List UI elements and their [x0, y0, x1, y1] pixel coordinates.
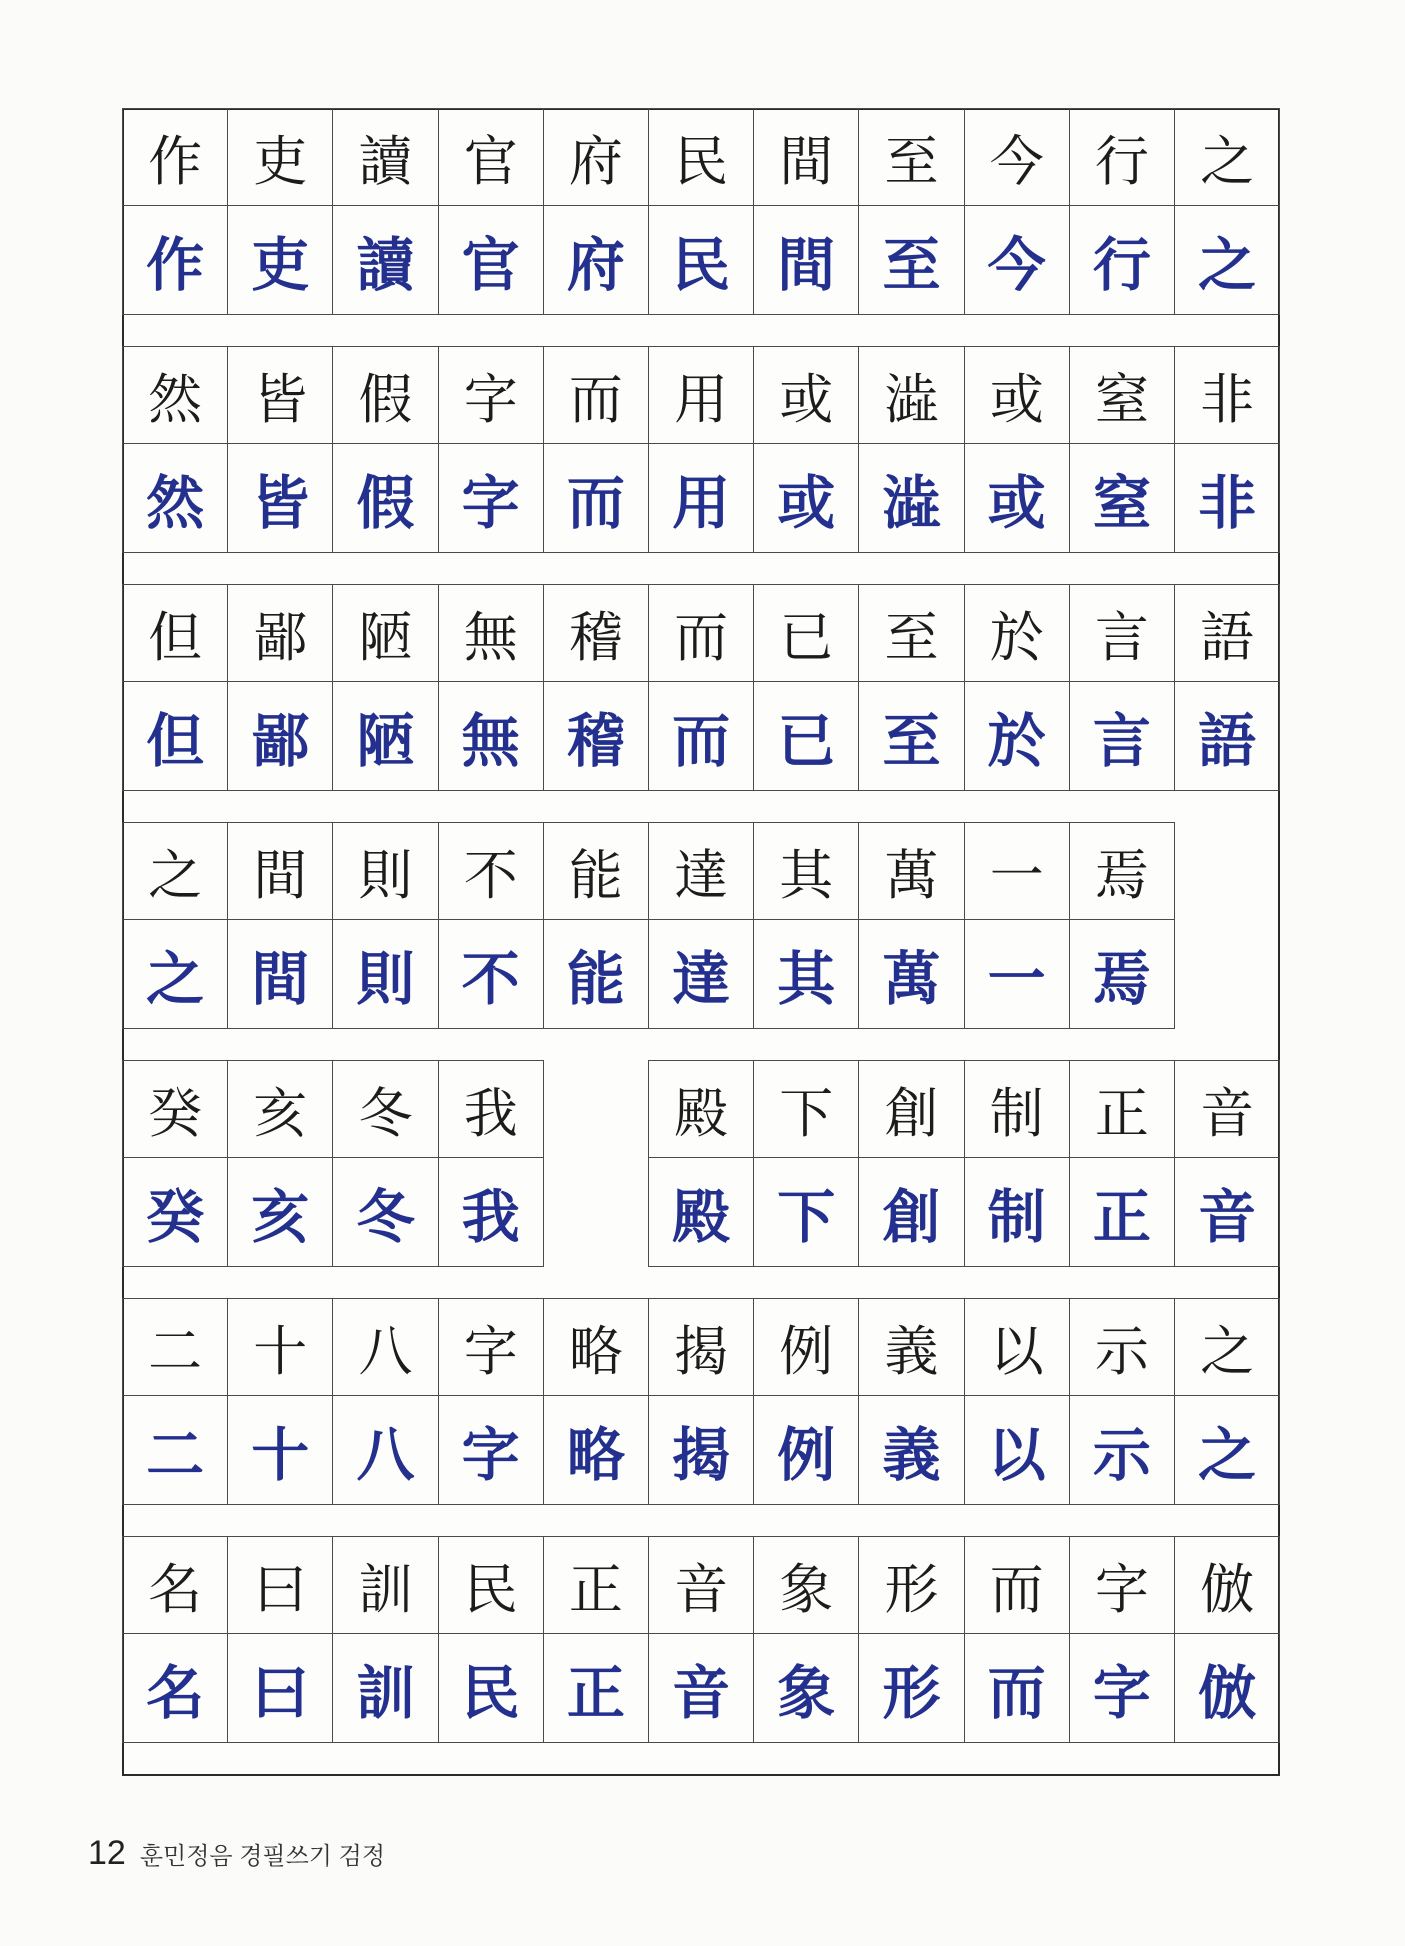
model-character: 而	[964, 1536, 1070, 1634]
model-character: 達	[648, 822, 754, 920]
model-character: 非	[1174, 346, 1280, 444]
handwritten-character: 或	[964, 443, 1070, 553]
model-character: 至	[858, 584, 964, 682]
handwritten-character: 殿	[648, 1157, 754, 1267]
book-title: 훈민정음 경필쓰기 검정	[139, 1843, 386, 1870]
model-character: 稽	[543, 584, 649, 682]
handwritten-character: 以	[964, 1395, 1070, 1505]
handwritten-character: 窒	[1069, 443, 1175, 553]
practice-block	[122, 1298, 1280, 1520]
model-character: 陋	[332, 584, 438, 682]
handwritten-character: 今	[964, 205, 1070, 315]
handwritten-character: 音	[648, 1633, 754, 1743]
model-character: 創	[858, 1060, 964, 1158]
model-character: 形	[858, 1536, 964, 1634]
handwritten-character: 訓	[332, 1633, 438, 1743]
model-character: 而	[648, 584, 754, 682]
model-character: 府	[543, 108, 649, 206]
model-character: 下	[753, 1060, 859, 1158]
handwritten-character: 象	[753, 1633, 859, 1743]
handwritten-character: 澁	[858, 443, 964, 553]
model-character: 吏	[227, 108, 333, 206]
handwritten-character: 已	[753, 681, 859, 791]
handwritten-character: 字	[438, 443, 544, 553]
handwritten-character: 官	[438, 205, 544, 315]
handwritten-character: 示	[1069, 1395, 1175, 1505]
handwritten-character: 則	[332, 919, 438, 1029]
handwritten-character: 而	[543, 443, 649, 553]
handwritten-character: 而	[648, 681, 754, 791]
model-character: 無	[438, 584, 544, 682]
handwritten-character: 而	[964, 1633, 1070, 1743]
model-character: 間	[227, 822, 333, 920]
model-character: 略	[543, 1298, 649, 1396]
model-character: 字	[438, 346, 544, 444]
handwritten-character: 至	[858, 681, 964, 791]
handwritten-character: 於	[964, 681, 1070, 791]
handwritten-character: 義	[858, 1395, 964, 1505]
model-character: 揭	[648, 1298, 754, 1396]
model-character: 官	[438, 108, 544, 206]
model-character: 言	[1069, 584, 1175, 682]
handwritten-character: 揭	[648, 1395, 754, 1505]
model-character: 正	[543, 1536, 649, 1634]
handwritten-character: 癸	[122, 1157, 228, 1267]
model-character: 焉	[1069, 822, 1175, 920]
handwritten-character: 用	[648, 443, 754, 553]
handwritten-character: 皆	[227, 443, 333, 553]
model-character: 一	[964, 822, 1070, 920]
handwritten-character: 民	[648, 205, 754, 315]
practice-block	[122, 584, 1280, 806]
model-character: 窒	[1069, 346, 1175, 444]
model-character: 讀	[332, 108, 438, 206]
handwritten-character: 之	[122, 919, 228, 1029]
model-character: 或	[964, 346, 1070, 444]
handwritten-character: 二	[122, 1395, 228, 1505]
model-character: 以	[964, 1298, 1070, 1396]
handwritten-character: 正	[1069, 1157, 1175, 1267]
handwritten-character: 之	[1174, 1395, 1280, 1505]
model-character: 但	[122, 584, 228, 682]
model-character: 正	[1069, 1060, 1175, 1158]
handwritten-character: 我	[438, 1157, 544, 1267]
handwritten-character: 然	[122, 443, 228, 553]
handwritten-character: 能	[543, 919, 649, 1029]
handwritten-character: 略	[543, 1395, 649, 1505]
handwritten-character: 語	[1174, 681, 1280, 791]
model-character: 不	[438, 822, 544, 920]
handwritten-character: 焉	[1069, 919, 1175, 1029]
model-character: 於	[964, 584, 1070, 682]
model-character: 萬	[858, 822, 964, 920]
model-character: 已	[753, 584, 859, 682]
handwritten-character: 下	[753, 1157, 859, 1267]
model-character: 冬	[332, 1060, 438, 1158]
handwritten-character: 音	[1174, 1157, 1280, 1267]
handwritten-character: 冬	[332, 1157, 438, 1267]
handwritten-character: 稽	[543, 681, 649, 791]
practice-block	[122, 1060, 1280, 1282]
handwritten-character: 一	[964, 919, 1070, 1029]
model-character: 鄙	[227, 584, 333, 682]
handwritten-character: 達	[648, 919, 754, 1029]
model-character: 象	[753, 1536, 859, 1634]
handwritten-character: 假	[332, 443, 438, 553]
model-character: 倣	[1174, 1536, 1280, 1634]
handwritten-character: 字	[1069, 1633, 1175, 1743]
model-character: 至	[858, 108, 964, 206]
model-character: 亥	[227, 1060, 333, 1158]
practice-block	[122, 108, 1280, 330]
handwritten-character: 曰	[227, 1633, 333, 1743]
model-character: 之	[1174, 108, 1280, 206]
model-character: 民	[438, 1536, 544, 1634]
handwritten-character: 民	[438, 1633, 544, 1743]
model-character: 音	[648, 1536, 754, 1634]
model-character: 民	[648, 108, 754, 206]
model-character: 例	[753, 1298, 859, 1396]
model-character: 之	[122, 822, 228, 920]
handwritten-character: 吏	[227, 205, 333, 315]
model-character: 義	[858, 1298, 964, 1396]
handwritten-character: 例	[753, 1395, 859, 1505]
model-character: 我	[438, 1060, 544, 1158]
model-character: 則	[332, 822, 438, 920]
model-character: 澁	[858, 346, 964, 444]
handwritten-character: 萬	[858, 919, 964, 1029]
handwritten-character: 不	[438, 919, 544, 1029]
model-character: 曰	[227, 1536, 333, 1634]
handwritten-character: 府	[543, 205, 649, 315]
handwritten-character: 亥	[227, 1157, 333, 1267]
model-character: 然	[122, 346, 228, 444]
page-number: 12	[88, 1834, 126, 1872]
handwritten-character: 字	[438, 1395, 544, 1505]
page-footer	[88, 1834, 385, 1873]
handwritten-character: 間	[753, 205, 859, 315]
model-character: 能	[543, 822, 649, 920]
handwritten-character: 陋	[332, 681, 438, 791]
handwritten-character: 無	[438, 681, 544, 791]
handwritten-character: 之	[1174, 205, 1280, 315]
practice-block	[122, 1536, 1280, 1758]
model-character: 假	[332, 346, 438, 444]
handwritten-character: 名	[122, 1633, 228, 1743]
handwritten-character: 作	[122, 205, 228, 315]
handwritten-character: 倣	[1174, 1633, 1280, 1743]
handwritten-character: 行	[1069, 205, 1175, 315]
practice-block	[122, 346, 1280, 568]
handwritten-character: 形	[858, 1633, 964, 1743]
handwritten-character: 言	[1069, 681, 1175, 791]
handwritten-character: 但	[122, 681, 228, 791]
practice-sheet	[122, 108, 1280, 1776]
model-character: 或	[753, 346, 859, 444]
model-character: 行	[1069, 108, 1175, 206]
handwritten-character: 或	[753, 443, 859, 553]
model-character: 今	[964, 108, 1070, 206]
model-character: 間	[753, 108, 859, 206]
model-character: 八	[332, 1298, 438, 1396]
model-character: 殿	[648, 1060, 754, 1158]
model-character: 制	[964, 1060, 1070, 1158]
model-character: 十	[227, 1298, 333, 1396]
model-character: 字	[1069, 1536, 1175, 1634]
model-character: 癸	[122, 1060, 228, 1158]
handwritten-character: 創	[858, 1157, 964, 1267]
handwritten-character: 鄙	[227, 681, 333, 791]
model-character: 其	[753, 822, 859, 920]
model-character: 皆	[227, 346, 333, 444]
model-character: 二	[122, 1298, 228, 1396]
handwritten-character: 其	[753, 919, 859, 1029]
practice-block	[122, 822, 1280, 1044]
model-character: 而	[543, 346, 649, 444]
handwritten-character: 十	[227, 1395, 333, 1505]
model-character: 音	[1174, 1060, 1280, 1158]
handwritten-character: 間	[227, 919, 333, 1029]
handwritten-character: 讀	[332, 205, 438, 315]
model-character: 示	[1069, 1298, 1175, 1396]
model-character: 訓	[332, 1536, 438, 1634]
model-character: 字	[438, 1298, 544, 1396]
model-character: 用	[648, 346, 754, 444]
model-character: 語	[1174, 584, 1280, 682]
handwritten-character: 非	[1174, 443, 1280, 553]
model-character: 名	[122, 1536, 228, 1634]
handwritten-character: 正	[543, 1633, 649, 1743]
handwritten-character: 至	[858, 205, 964, 315]
model-character: 之	[1174, 1298, 1280, 1396]
handwritten-character: 八	[332, 1395, 438, 1505]
handwritten-character: 制	[964, 1157, 1070, 1267]
model-character: 作	[122, 108, 228, 206]
